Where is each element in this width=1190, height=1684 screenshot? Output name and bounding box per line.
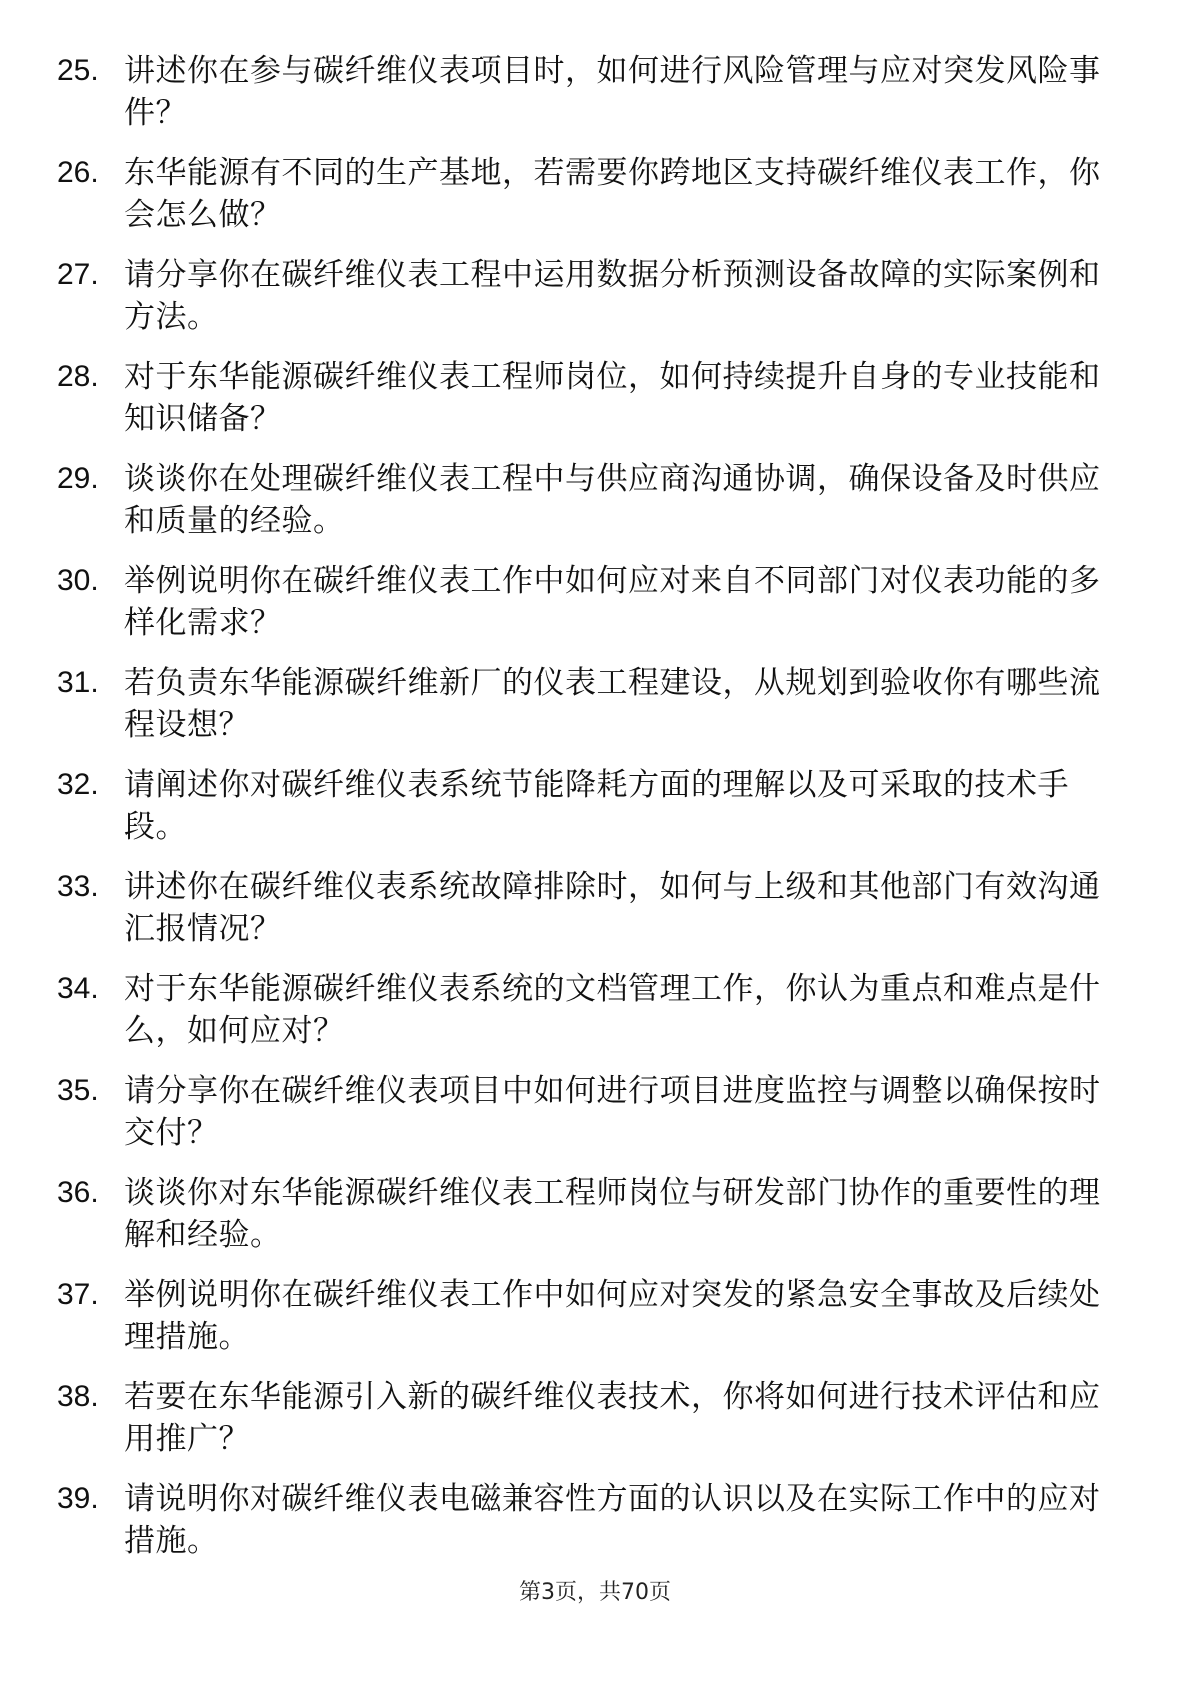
question-number: 25. [57, 54, 99, 87]
question-item [57, 1070, 1117, 1154]
question-text: 东华能源有不同的生产基地，若需要你跨地区支持碳纤维仪表工作，你会怎么做？ [124, 155, 1101, 233]
question-text: 谈谈你在处理碳纤维仪表工程中与供应商沟通协调，确保设备及时供应和质量的经验。 [124, 461, 1101, 539]
question-text: 对于东华能源碳纤维仪表工程师岗位，如何持续提升自身的专业技能和知识储备？ [124, 359, 1101, 437]
question-text: 讲述你在参与碳纤维仪表项目时，如何进行风险管理与应对突发风险事件？ [124, 53, 1101, 131]
question-number: 38. [57, 1380, 99, 1413]
question-item [57, 560, 1117, 644]
question-item [57, 1478, 1117, 1562]
question-number: 32. [57, 768, 99, 801]
page-footer: 第3页，共70页 [519, 1580, 671, 1605]
question-item [57, 254, 1117, 338]
question-item [57, 866, 1117, 950]
question-item [57, 1376, 1117, 1460]
question-number: 27. [57, 258, 99, 291]
question-text: 请阐述你对碳纤维仪表系统节能降耗方面的理解以及可采取的技术手段。 [124, 767, 1069, 845]
question-item [57, 50, 1117, 134]
question-item [57, 152, 1117, 236]
question-item [57, 1172, 1117, 1256]
question-number: 28. [57, 360, 99, 393]
question-item [57, 662, 1117, 746]
question-item [57, 968, 1117, 1052]
question-number: 33. [57, 870, 99, 903]
question-text: 举例说明你在碳纤维仪表工作中如何应对突发的紧急安全事故及后续处理措施。 [124, 1277, 1101, 1355]
question-item [57, 458, 1117, 542]
question-number: 35. [57, 1074, 99, 1107]
question-item [57, 764, 1117, 848]
question-text: 请分享你在碳纤维仪表工程中运用数据分析预测设备故障的实际案例和方法。 [124, 257, 1101, 335]
question-number: 31. [57, 666, 99, 699]
question-text: 若要在东华能源引入新的碳纤维仪表技术，你将如何进行技术评估和应用推广？ [124, 1379, 1101, 1457]
question-item [57, 356, 1117, 440]
question-item [57, 1274, 1117, 1358]
question-list [57, 50, 1117, 1580]
question-text: 谈谈你对东华能源碳纤维仪表工程师岗位与研发部门协作的重要性的理解和经验。 [124, 1175, 1101, 1253]
question-number: 29. [57, 462, 99, 495]
question-number: 30. [57, 564, 99, 597]
question-number: 39. [57, 1482, 99, 1515]
question-text: 若负责东华能源碳纤维新厂的仪表工程建设，从规划到验收你有哪些流程设想？ [124, 665, 1101, 743]
question-text: 请分享你在碳纤维仪表项目中如何进行项目进度监控与调整以确保按时交付？ [124, 1073, 1101, 1151]
question-text: 讲述你在碳纤维仪表系统故障排除时，如何与上级和其他部门有效沟通汇报情况？ [124, 869, 1101, 947]
question-text: 对于东华能源碳纤维仪表系统的文档管理工作，你认为重点和难点是什么，如何应对？ [124, 971, 1101, 1049]
question-number: 37. [57, 1278, 99, 1311]
question-number: 34. [57, 972, 99, 1005]
question-text: 请说明你对碳纤维仪表电磁兼容性方面的认识以及在实际工作中的应对措施。 [124, 1481, 1101, 1559]
question-number: 36. [57, 1176, 99, 1209]
question-number: 26. [57, 156, 99, 189]
question-text: 举例说明你在碳纤维仪表工作中如何应对来自不同部门对仪表功能的多样化需求？ [124, 563, 1101, 641]
